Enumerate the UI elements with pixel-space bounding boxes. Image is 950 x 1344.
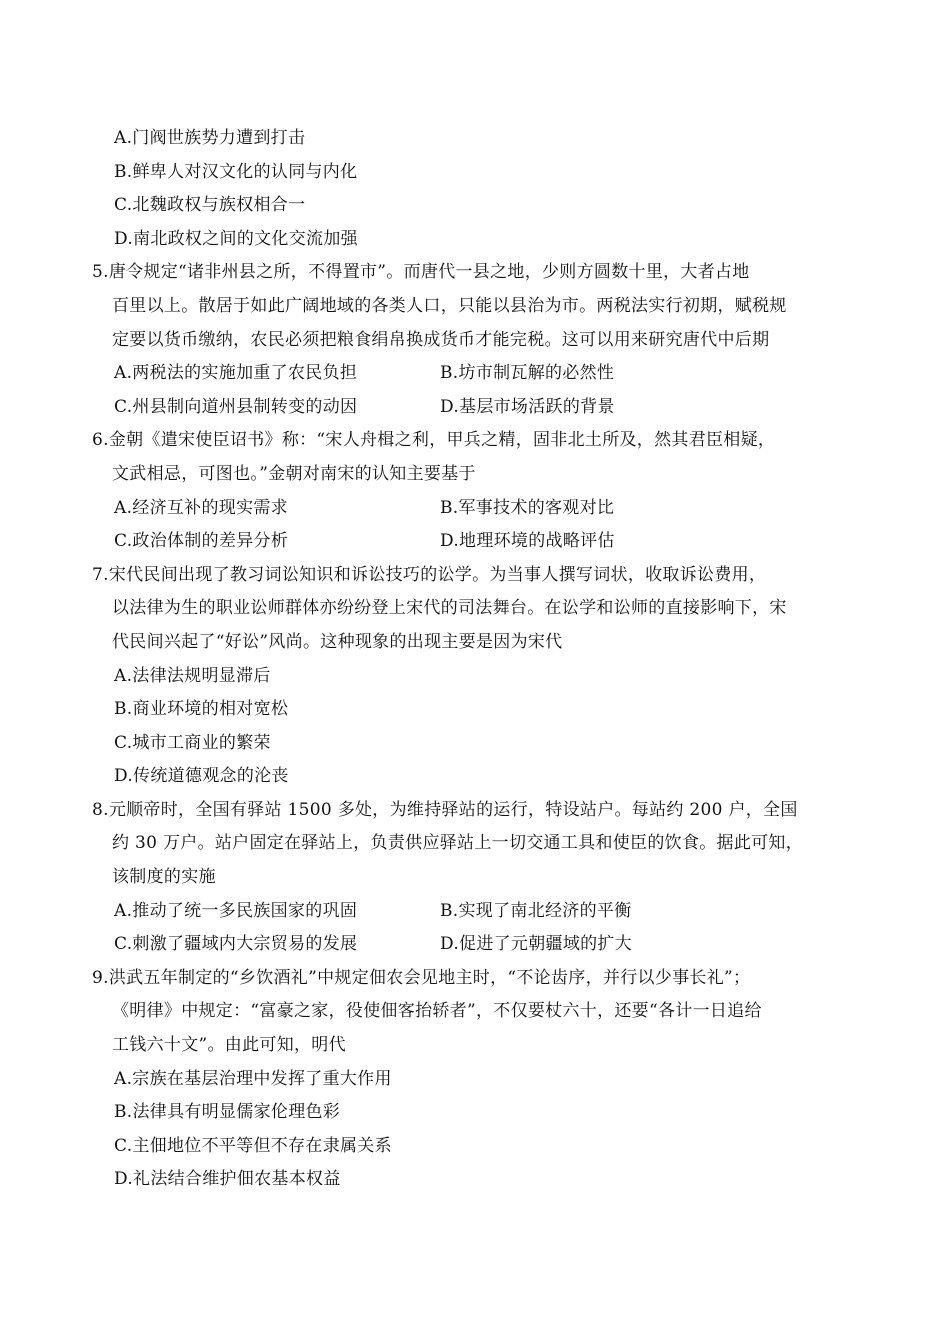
q8-options-row-2 [92,928,882,962]
question-4-options [92,122,882,256]
q6-option-b: B.军事技术的客观对比 [440,497,615,518]
q6-stem-line-2: 文武相忌，可图也。”金朝对南宋的认知主要基于 [112,463,476,484]
question-9 [92,962,882,1197]
q8-option-a: A.推动了统一多民族国家的巩固 [114,900,358,921]
q4-option-c: C.北魏政权与族权相合一 [114,195,306,216]
q7-option-a: A.法律法规明显滞后 [114,665,271,686]
q9-option-a: A.宗族在基层治理中发挥了重大作用 [114,1068,392,1089]
q8-stem-line-2: 约 30 万户。站户固定在驿站上，负责供应驿站上一切交通工具和使臣的饮食。据此可知， [112,833,804,854]
q5-stem-line-2: 百里以上。散居于如此广阔地域的各类人口，只能以县治为市。两税法实行初期，赋税规 [112,295,787,316]
q4-option-d: D.南北政权之间的文化交流加强 [114,228,358,249]
q8-option-b: B.实现了南北经济的平衡 [440,900,632,921]
q6-options-row-1 [92,492,882,526]
q4-option-a: A.门阀世族势力遭到打击 [114,128,306,148]
q7-stem-line-2: 以法律为生的职业讼师群体亦纷纷登上宋代的司法舞台。在讼学和讼师的直接影响下，宋 [112,598,787,619]
q6-options-row-2 [92,525,882,559]
q7-option-d: D.传统道德观念的沦丧 [114,766,289,787]
q4-option-b: B.鲜卑人对汉文化的认同与内化 [114,161,358,182]
q6-stem-line-1: 6.金朝《遣宋使臣诏书》称：“宋人舟楫之利，甲兵之精，固非北土所及，然其君臣相疑， [92,430,776,451]
q9-option-c: C.主佃地位不平等但不存在隶属关系 [114,1135,392,1156]
q5-options-row-1 [92,357,882,391]
q9-option-b: B.法律具有明显儒家伦理色彩 [114,1102,341,1123]
q5-option-a: A.两税法的实施加重了农民负担 [114,363,358,384]
q7-stem-line-3: 代民间兴起了“好讼”风尚。这种现象的出现主要是因为宋代 [112,631,563,652]
q6-option-c: C.政治体制的差异分析 [114,531,289,552]
question-7 [92,559,882,794]
q9-stem-line-3: 工钱六十文”。由此可知，明代 [112,1035,346,1056]
q6-option-a: A.经济互补的现实需求 [114,497,288,518]
question-8 [92,794,882,962]
q8-option-d: D.促进了元朝疆域的扩大 [440,934,633,955]
q9-stem-line-2: 《明律》中规定：“富豪之家，役使佃客抬轿者”，不仅要杖六十，还要“各计一日追给 [112,1001,762,1022]
q7-option-b: B.商业环境的相对宽松 [114,699,289,720]
q6-option-d: D.地理环境的战略评估 [440,531,615,552]
q7-stem-line-1: 7.宋代民间出现了教习词讼知识和诉讼技巧的讼学。为当事人撰写词状，收取诉讼费用， [92,564,767,585]
q8-stem-line-1: 8.元顺帝时，全国有驿站 1500 多处，为维持驿站的运行，特设站户。每站约 200 户，全国 [92,799,798,820]
q9-option-d: D.礼法结合维护佃农基本权益 [114,1169,341,1190]
q5-stem-line-3: 定要以货币缴纳，农民必须把粮食绢帛换成货币才能完税。这可以用来研究唐代中后期 [112,329,770,350]
question-5 [92,256,882,424]
q7-option-c: C.城市工商业的繁荣 [114,732,271,753]
q8-option-c: C.刺激了疆域内大宗贸易的发展 [114,934,358,955]
q5-option-d: D.基层市场活跃的背景 [440,396,615,417]
q5-options-row-2 [92,391,882,425]
q8-stem-line-3: 该制度的实施 [112,867,216,888]
q5-option-b: B.坊市制瓦解的必然性 [440,363,615,384]
question-6 [92,424,882,558]
q8-options-row-1 [92,895,882,929]
q5-stem-line-1: 5.唐令规定“诸非州县之所，不得置市”。而唐代一县之地，少则方圆数十里，大者占地 [92,262,750,283]
q5-option-c: C.州县制向道州县制转变的动因 [114,396,358,417]
q9-stem-line-1: 9.洪武五年制定的“乡饮酒礼”中规定佃农会见地主时，“不论齿序，并行以少事长礼”； [92,967,751,988]
questions-content [92,122,882,1197]
